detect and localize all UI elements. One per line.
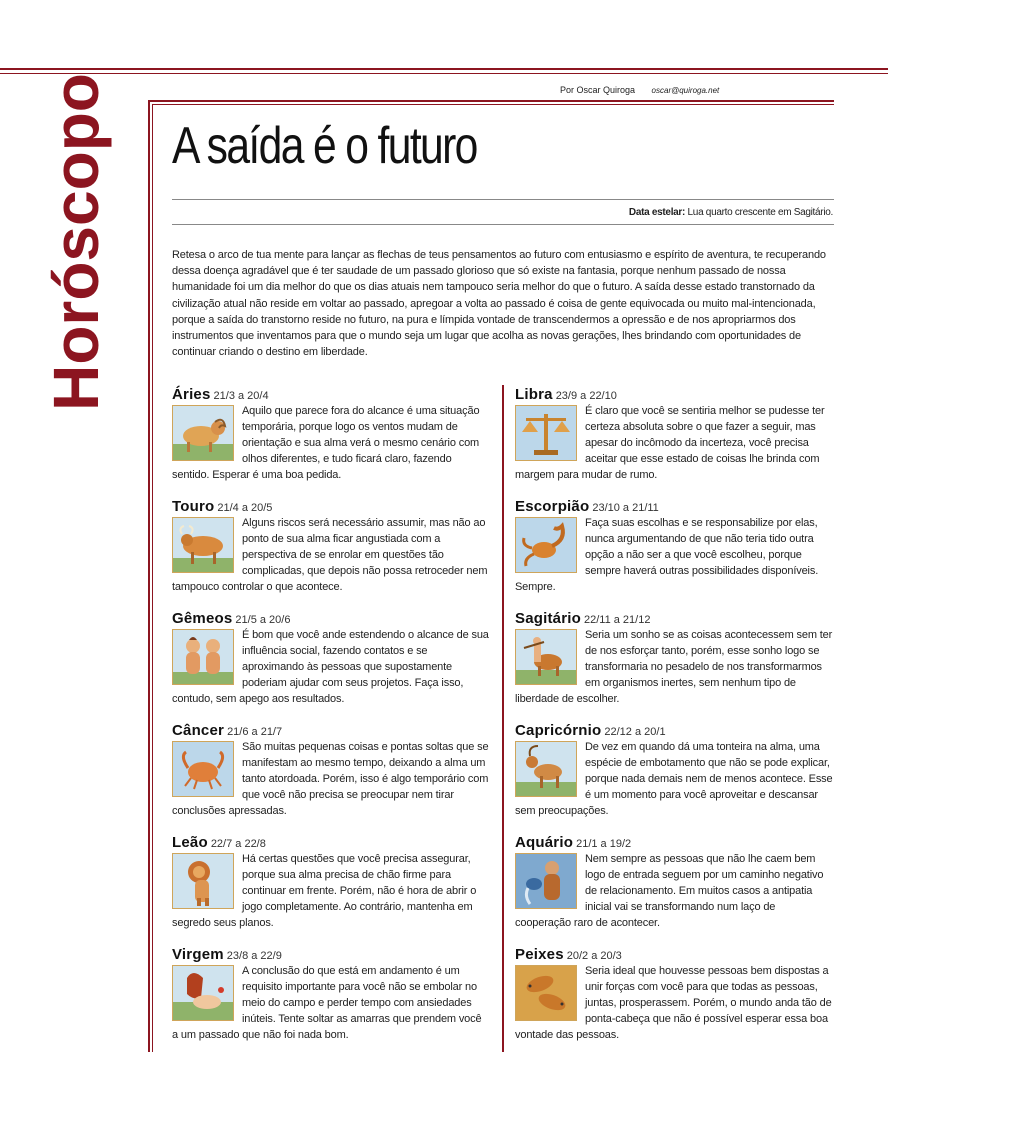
- pisces-fish-icon: [515, 965, 577, 1021]
- sign-text: É bom que você ande estendendo o alcance de sua influência social, fazendo contatos e se aproximando às pessoas que supostamente poderiam ajudar com seus projetos. Faça isso, contudo, sem apego aos resultados.: [172, 629, 489, 706]
- sign-aries: [172, 386, 490, 498]
- sign-text: Seria um sonho se as coisas acontecessem sem ter de nos esforçar tanto, porém, esse sonho logo se transformaria no pesadelo de nos transformarmos em organismos inertes, sem nenhum tipo de liberdade de escolher.: [515, 629, 833, 706]
- sign-name: Escorpião: [515, 498, 590, 515]
- sign-text: A conclusão do que está em andamento é um requisito importante para você não se embolar no meio do campo e perder tempo com ansiedades inúteis. Tente soltar as amarras que prendem você a um passado que não foi nada bom.: [172, 965, 482, 1042]
- sign-dates: 20/2 a 20/3: [566, 950, 622, 962]
- signs-right-column: [515, 386, 833, 1058]
- sign-text: É claro que você se sentiria melhor se pudesse ter certeza absoluta sobre o que fazer a seguir, mas apesar do incômodo da incerteza, você precisa aceitar que esse estado de coisas lhe brinda com margem para mudar de rumo.: [515, 405, 825, 482]
- sign-text: Nem sempre as pessoas que não lhe caem bem logo de entrada seguem por um caminho negativo de relacionamento. Em muitos casos a antipatia inicial vai se transformando num laço de cooperação raro de acontecer.: [515, 853, 824, 930]
- virgo-maiden-icon: [172, 965, 234, 1021]
- sign-pisces: [515, 946, 833, 1058]
- sign-dates: 22/7 a 22/8: [210, 838, 266, 850]
- taurus-bull-icon: [172, 517, 234, 573]
- sign-dates: 21/3 a 20/4: [213, 390, 269, 402]
- author-name: Por Oscar Quiroga: [560, 85, 636, 95]
- sign-cancer: [172, 722, 490, 834]
- sign-aquarius: [515, 834, 833, 946]
- gemini-twins-icon: [172, 629, 234, 685]
- signs-left-column: [172, 386, 490, 1058]
- sign-name: Aquário: [515, 834, 574, 851]
- sign-scorpio: [515, 498, 833, 610]
- stardate-value: Lua quarto crescente em Sagitário.: [687, 207, 833, 218]
- intro-paragraph: Retesa o arco de tua mente para lançar as flechas de teus pensamentos ao futuro com entusiasmo e espírito de aventura, te recuperando dessa doença agradável que é ter saudade de um passado glorioso que só existe na fantasia, porque nenhum passado de nossa humanidade foi um dia melhor do que os dias atuais nem tampouco seria melhor do que o futuro. A saída desse estado transtornado da civilização atual não reside em voltar ao passado, apregoar a volta ao passado é coisa de gente equivocada ou muito mal-intencionada, porque a saída do transtorno reside no futuro, na pura e límpida vontade de transcendermos a opressão e de nos apropriarmos dos instrumentos que inventamos para que o mundo seja um lugar que acolha as novas gerações, lhes brindando com oportunidades de continuar criando o destino em liberdade.: [172, 249, 826, 359]
- scorpio-scorpion-icon: [515, 517, 577, 573]
- sign-name: Virgem: [172, 946, 224, 963]
- sign-sagittarius: [515, 610, 833, 722]
- sign-dates: 21/5 a 20/6: [235, 614, 291, 626]
- sign-dates: 21/1 a 19/2: [576, 838, 632, 850]
- sign-virgo: [172, 946, 490, 1058]
- sign-name: Gêmeos: [172, 610, 233, 627]
- sign-text: Faça suas escolhas e se responsabilize por elas, nunca argumentando de que não teria tido outra opção a não ser a que você escolheu, porque sempre haverá outras possibilidades disponíveis. Sempre.: [515, 517, 819, 594]
- leo-lion-icon: [172, 853, 234, 909]
- aries-ram-icon: [172, 405, 234, 461]
- sign-dates: 21/6 a 21/7: [227, 726, 283, 738]
- sign-text: Aquilo que parece fora do alcance é uma situação temporária, porque logo os ventos mudam de orientação e sua alma verá o mesmo cenário com olhos diferentes, e tudo ficará claro, fazendo sentido. Esperar é uma boa pedida.: [172, 405, 480, 482]
- sign-text: São muitas pequenas coisas e pontas soltas que se manifestam ao mesmo tempo, deixando a alma um tanto atordoada. Porém, isso é algo temporário com que você não precisa se preocupar nem tirar conclusões apressadas.: [172, 741, 489, 818]
- sign-dates: 21/4 a 20/5: [217, 502, 273, 514]
- sign-name: Touro: [172, 498, 215, 515]
- sign-text: Seria ideal que houvesse pessoas bem dispostas a unir forças com você para que todas as pessoas, juntas, prosperassem. Porém, o mundo anda tão de ponta-cabeça que não é possível esperar essa boa vontade das pessoas.: [515, 965, 832, 1042]
- sign-dates: 23/10 a 21/11: [592, 502, 659, 514]
- sign-name: Áries: [172, 386, 211, 403]
- headline-divider-top: [172, 199, 834, 200]
- sign-dates: 22/11 a 21/12: [583, 614, 651, 626]
- headline-divider-bottom: [172, 224, 834, 225]
- sign-name: Libra: [515, 386, 553, 403]
- sign-text: Alguns riscos será necessário assumir, mas não ao ponto de sua alma ficar angustiada com a perspectiva de se enrolar em questões tão complicadas, que depois não possa retroceder nem tampouco controlar o que acontece.: [172, 517, 488, 594]
- cancer-crab-icon: [172, 741, 234, 797]
- frame-top-rule-2: [152, 104, 834, 105]
- stardate: [629, 207, 833, 218]
- sign-capricorn: [515, 722, 833, 834]
- aquarius-water-bearer-icon: [515, 853, 577, 909]
- sign-text: De vez em quando dá uma tonteira na alma, uma espécie de embotamento que não se pode explicar, porque nada demais nem de menos acontece. Esse é um momento para você aproveitar e descansar sem preocupações.: [515, 741, 833, 818]
- sign-name: Capricórnio: [515, 722, 602, 739]
- byline: [560, 85, 719, 95]
- sign-dates: 22/12 a 20/1: [604, 726, 666, 738]
- libra-scales-icon: [515, 405, 577, 461]
- sign-libra: [515, 386, 833, 498]
- top-rule-2: [0, 73, 888, 74]
- sign-name: Sagitário: [515, 610, 581, 627]
- section-title: Horóscopo: [40, 73, 112, 411]
- headline: A saída é o futuro: [172, 117, 477, 175]
- sign-name: Leão: [172, 834, 208, 851]
- frame-left-rule-2: [152, 104, 153, 1052]
- sign-taurus: [172, 498, 490, 610]
- sign-dates: 23/9 a 22/10: [555, 390, 617, 402]
- sign-name: Peixes: [515, 946, 564, 963]
- frame-left-rule: [148, 100, 150, 1052]
- sign-gemini: [172, 610, 490, 722]
- sign-dates: 23/8 a 22/9: [226, 950, 282, 962]
- sagittarius-centaur-icon: [515, 629, 577, 685]
- top-rule-1: [0, 68, 888, 70]
- stardate-label: Data estelar:: [628, 207, 686, 218]
- sign-name: Câncer: [172, 722, 225, 739]
- frame-top-rule: [148, 100, 834, 102]
- sign-leo: [172, 834, 490, 946]
- capricorn-goat-icon: [515, 741, 577, 797]
- author-email[interactable]: oscar@quiroga.net: [651, 86, 720, 95]
- sign-text: Há certas questões que você precisa assegurar, porque sua alma precisa de chão firme para continuar em frente. Porém, não é hora de abrir o jogo completamente. Ao contrário, mantenha em segredo seus planos.: [172, 853, 477, 930]
- column-divider: [502, 385, 504, 1052]
